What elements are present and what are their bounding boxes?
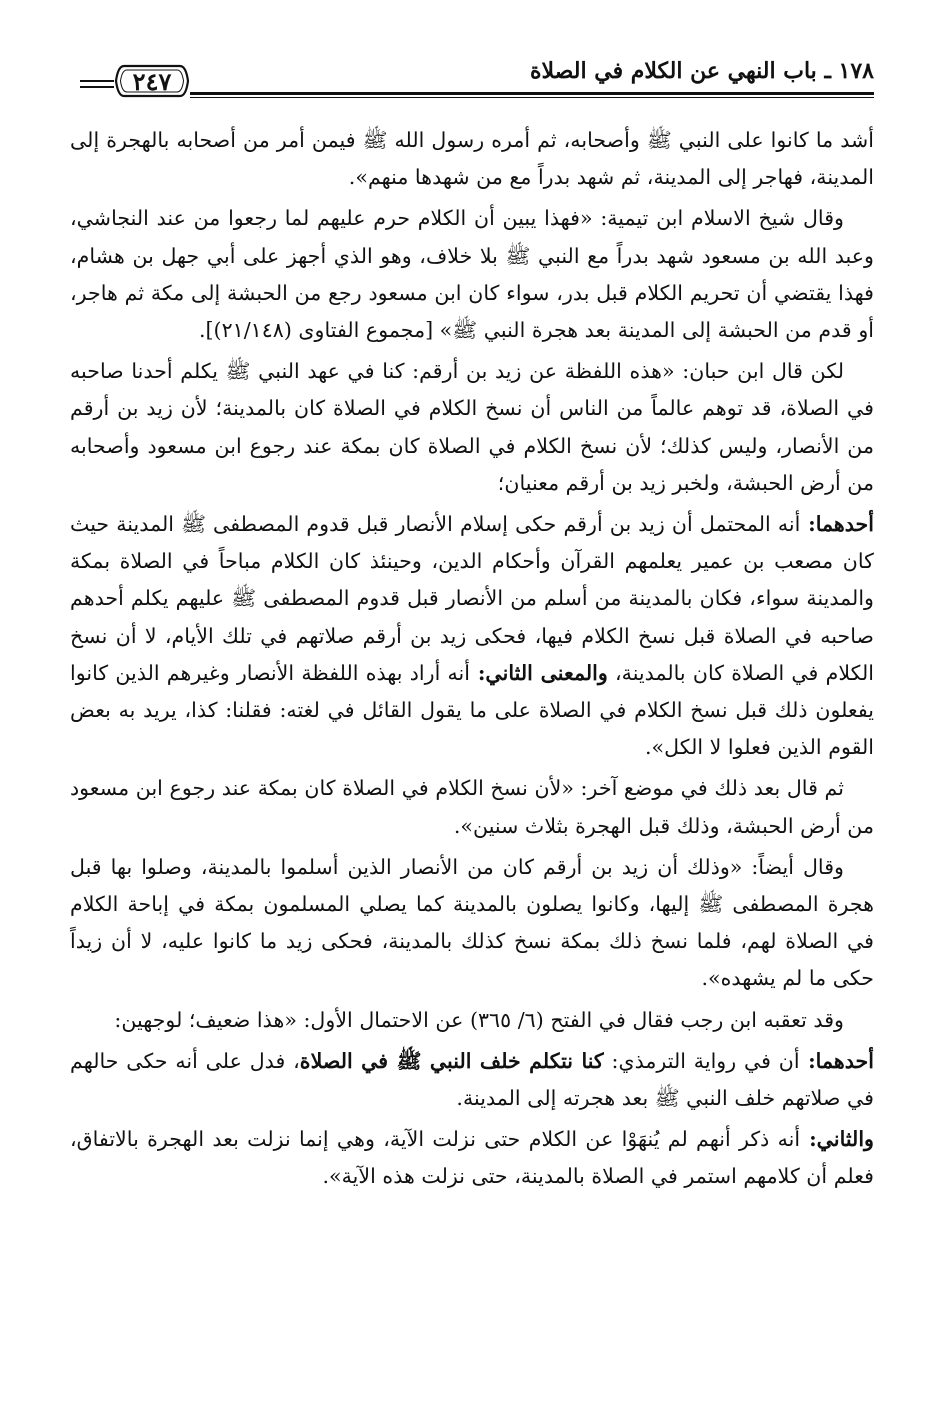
text-run: أنه أراد بهذه اللفظة الأنصار وغيرهم الذين كانوا يفعلون ذلك قبل نسخ الكلام في الصلاة على ما يقول القائل في لغته: فقلنا: كذا، يريد به بعض القوم الذين فعلوا لا الكل». [70,660,874,760]
paragraph [70,1002,874,1039]
paragraph [70,1043,874,1117]
text-run: أنه ذكر أنهم لم يُنهَوْا عن الكلام حتى نزلت الآية، وهي إنما نزلت بعد الهجرة بالاتفاق، فعلم أن كلامهم استمر في الصلاة بالمدينة، حتى نزلت هذه الآية». [70,1127,874,1189]
text-run: أنه المحتمل أن زيد بن أرقم حكى إسلام الأنصار قبل قدوم المصطفى ﷺ المدينة حيث كان مصعب بن عمير يعلمهم القرآن وأحكام الدين، وحينئذ كان الكلام مباحاً في الصلاة بمكة والمدينة سواء، فكان بالمدينة من أسلم من الأنصار قبل قدوم المصطفى ﷺ عليهم يكلم أحدهم صاحبه في الصلاة قبل نسخ الكلام فيها، فحكى زيد بن أرقم صلاتهم في تلك الأيام، لا أن نسخ الكلام في الصلاة كان بالمدينة، [70,512,875,685]
header-left-ornament [80,80,114,92]
text-run: أن في رواية الترمذي: [603,1048,800,1073]
text-run: ، فدل على أنه حكى حالهم في صلاتهم خلف النبي ﷺ بعد هجرته إلى المدينة. [70,1048,874,1111]
body-text [70,122,874,1200]
paragraph [70,506,874,766]
bold-text-run: كنا نتكلم خلف النبي ﷺ في الصلاة [299,1048,604,1073]
header-rule-thin [190,97,874,98]
text-run: ثم قال بعد ذلك في موضع آخر: «لأن نسخ الكلام في الصلاة كان بمكة عند رجوع ابن مسعود من أرض الحبشة، وذلك قبل الهجرة بثلاث سنين». [70,776,874,838]
paragraph [70,849,874,998]
text-run: أشد ما كانوا على النبي ﷺ وأصحابه، ثم أمره رسول الله ﷺ فيمن أمر من أصحابه بالهجرة إلى المدينة، فهاجر إلى المدينة، ثم شهد بدراً مع من شهدها منهم». [70,128,874,190]
text-run: وقال أيضاً: «وذلك أن زيد بن أرقم كان من الأنصار الذين أسلموا بالمدينة، وصلوا بها قبل هجرة المصطفى ﷺ إليها، وكانوا يصلون بالمدينة كما يصلي المسلمون بمكة في إباحة الكلام في الصلاة لهم، فلما نسخ ذلك بمكة نسخ كذلك بالمدينة، فحكى زيد ما كانوا عليه، لا أن زيداً حكى ما لم يشهده». [70,854,874,991]
paragraph [70,122,874,196]
text-run: وقال شيخ الاسلام ابن تيمية: «فهذا يبين أن الكلام حرم عليهم لما رجعوا من عند النجاشي، وعبد الله بن مسعود شهد بدراً مع النبي ﷺ بلا خلاف، وهو الذي أجهز على أبي جهل بن هشام، فهذا يقتضي أن تحريم الكلام قبل بدر، سواء كان ابن مسعود رجع من الحبشة إلى مكة ثم هاجر، أو قدم من الحبشة إلى المدينة بعد هجرة النبي ﷺ» [مجموع الفتاوى (٢١/١٤٨)]. [70,206,874,343]
chapter-title: ١٧٨ ـ باب النهي عن الكلام في الصلاة [530,58,874,84]
bold-text-run: والمعنى الثاني: [470,660,608,685]
bold-text-run: أحدهما: [800,512,874,537]
page-number: ٢٤٧ [132,66,172,96]
paragraph [70,770,874,844]
bold-text-run: والثاني: [800,1127,874,1152]
text-run: لكن قال ابن حبان: «هذه اللفظة عن زيد بن أرقم: كنا في عهد النبي ﷺ يكلم أحدنا صاحبه في الصلاة، قد توهم عالماً من الناس أن نسخ الكلام في الصلاة كان بالمدينة؛ لأن زيد بن أرقم من الأنصار، وليس كذلك؛ لأن نسخ الكلام في الصلاة كان بمكة عند رجوع ابن مسعود وأصحابه من أرض الحبشة، ولخبر زيد بن أرقم معنيان؛ [70,359,874,495]
paragraph [70,353,874,502]
paragraph [70,1121,874,1195]
header-rule [190,92,874,95]
bold-text-run: أحدهما: [799,1048,874,1073]
paragraph [70,200,874,349]
page-number-frame [114,62,190,100]
text-run: وقد تعقبه ابن رجب فقال في الفتح (٦/ ٣٦٥) عن الاحتمال الأول: «هذا ضعيف؛ لوجهين: [114,1007,844,1032]
page-header [70,52,874,104]
